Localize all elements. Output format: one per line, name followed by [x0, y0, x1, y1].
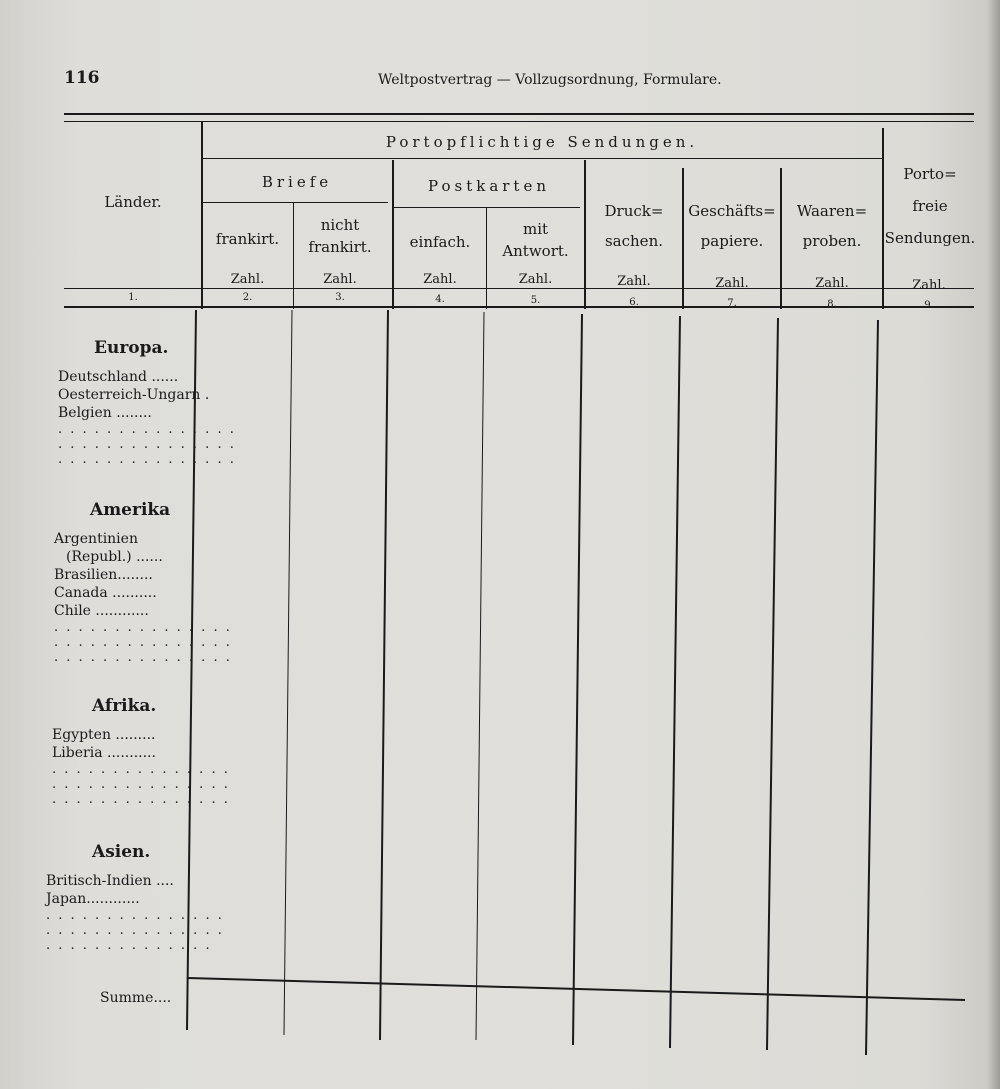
empty-row: . . . . . . . . . . . . . . . — [52, 762, 230, 777]
country-list-afrika — [52, 726, 230, 807]
header-laender: Länder. — [104, 193, 162, 211]
page-number: 116 — [64, 68, 100, 88]
running-head: Weltpostvertrag — Vollzugsordnung, Formulare. — [378, 72, 722, 88]
list-item: Deutschland ...... — [58, 369, 179, 385]
col-number-1: 1. — [128, 292, 138, 303]
list-item: Egypten ......... — [52, 727, 156, 743]
list-item: Oesterreich-Ungarn . — [58, 387, 210, 403]
zahl-label-4: Zahl. — [423, 272, 457, 287]
list-item: (Republ.) ...... — [66, 549, 163, 565]
zahl-label-2: Zahl. — [230, 272, 265, 287]
list-item: Canada .......... — [54, 585, 157, 601]
region-europa — [94, 338, 168, 358]
empty-row: . . . . . . . . . . . . . . . — [54, 635, 232, 650]
header-briefe: Briefe — [261, 173, 333, 191]
region-title: Amerika — [90, 500, 171, 520]
empty-row: . . . . . . . . . . . . . . . — [52, 792, 230, 807]
region-title: Asien. — [92, 842, 151, 862]
list-item: Argentinien — [54, 531, 138, 547]
col-number-9: 9. — [924, 300, 934, 311]
region-asien — [92, 842, 150, 862]
list-item: Liberia ........... — [52, 745, 156, 761]
empty-row: . . . . . . . . . . . . . . — [46, 938, 212, 953]
zahl-label-9: Zahl. — [912, 278, 946, 293]
zahl-label-6: Zahl. — [617, 274, 651, 289]
summe-label: Summe.... — [100, 990, 172, 1006]
col-number-4: 4. — [435, 294, 445, 305]
empty-row: . . . . . . . . . . . . . . . — [54, 620, 232, 635]
region-afrika — [92, 696, 156, 716]
header-einfach: einfach. — [409, 233, 471, 251]
zahl-label-7: Zahl. — [715, 276, 749, 291]
header-drucksachen: Druck= sachen. — [604, 202, 664, 250]
header-nicht-frankirt: nicht frankirt. — [308, 216, 372, 256]
header-postkarten: Postkarten — [427, 177, 550, 195]
region-amerika — [90, 500, 170, 520]
list-item: Chile ............ — [54, 603, 149, 619]
region-title: Europa. — [94, 338, 169, 358]
col-number-8: 8. — [827, 299, 837, 310]
col-number-6: 6. — [629, 297, 639, 308]
empty-row: . . . . . . . . . . . . . . . — [58, 437, 236, 452]
empty-row: . . . . . . . . . . . . . . . — [52, 777, 230, 792]
list-item: Japan............ — [46, 891, 140, 907]
list-item: Belgien ........ — [58, 405, 152, 421]
zahl-label-5: Zahl. — [518, 272, 553, 287]
country-list-amerika — [54, 530, 232, 665]
zahl-label-8: Zahl. — [815, 276, 849, 291]
header-portopflichtige: Portopflichtige Sendungen. — [385, 133, 699, 151]
col-number-3: 3. — [335, 292, 345, 303]
col-number-5: 5. — [530, 295, 541, 306]
header-portofreie: Porto= freie Sendungen. — [884, 165, 976, 247]
list-item: Brasilien........ — [54, 567, 153, 583]
empty-row: . . . . . . . . . . . . . . . — [58, 422, 236, 437]
empty-row: . . . . . . . . . . . . . . . — [46, 923, 224, 938]
header-waarenproben: Waaren= proben. — [796, 202, 868, 250]
country-list-asien — [46, 872, 224, 953]
col-number-7: 7. — [727, 298, 737, 309]
list-item: Britisch-Indien .... — [46, 873, 174, 889]
header-frankirt: frankirt. — [215, 230, 280, 248]
zahl-label-3: Zahl. — [323, 272, 357, 287]
header-mit-antwort: mit Antwort. — [502, 220, 569, 260]
country-list-europa — [58, 368, 236, 467]
region-title: Afrika. — [92, 696, 157, 716]
empty-row: . . . . . . . . . . . . . . . — [54, 650, 232, 665]
empty-row: . . . . . . . . . . . . . . . — [58, 452, 236, 467]
header-geschaeftspapiere: Geschäfts= papiere. — [688, 202, 776, 250]
empty-row: . . . . . . . . . . . . . . . — [46, 908, 224, 923]
col-number-2: 2. — [242, 292, 253, 303]
